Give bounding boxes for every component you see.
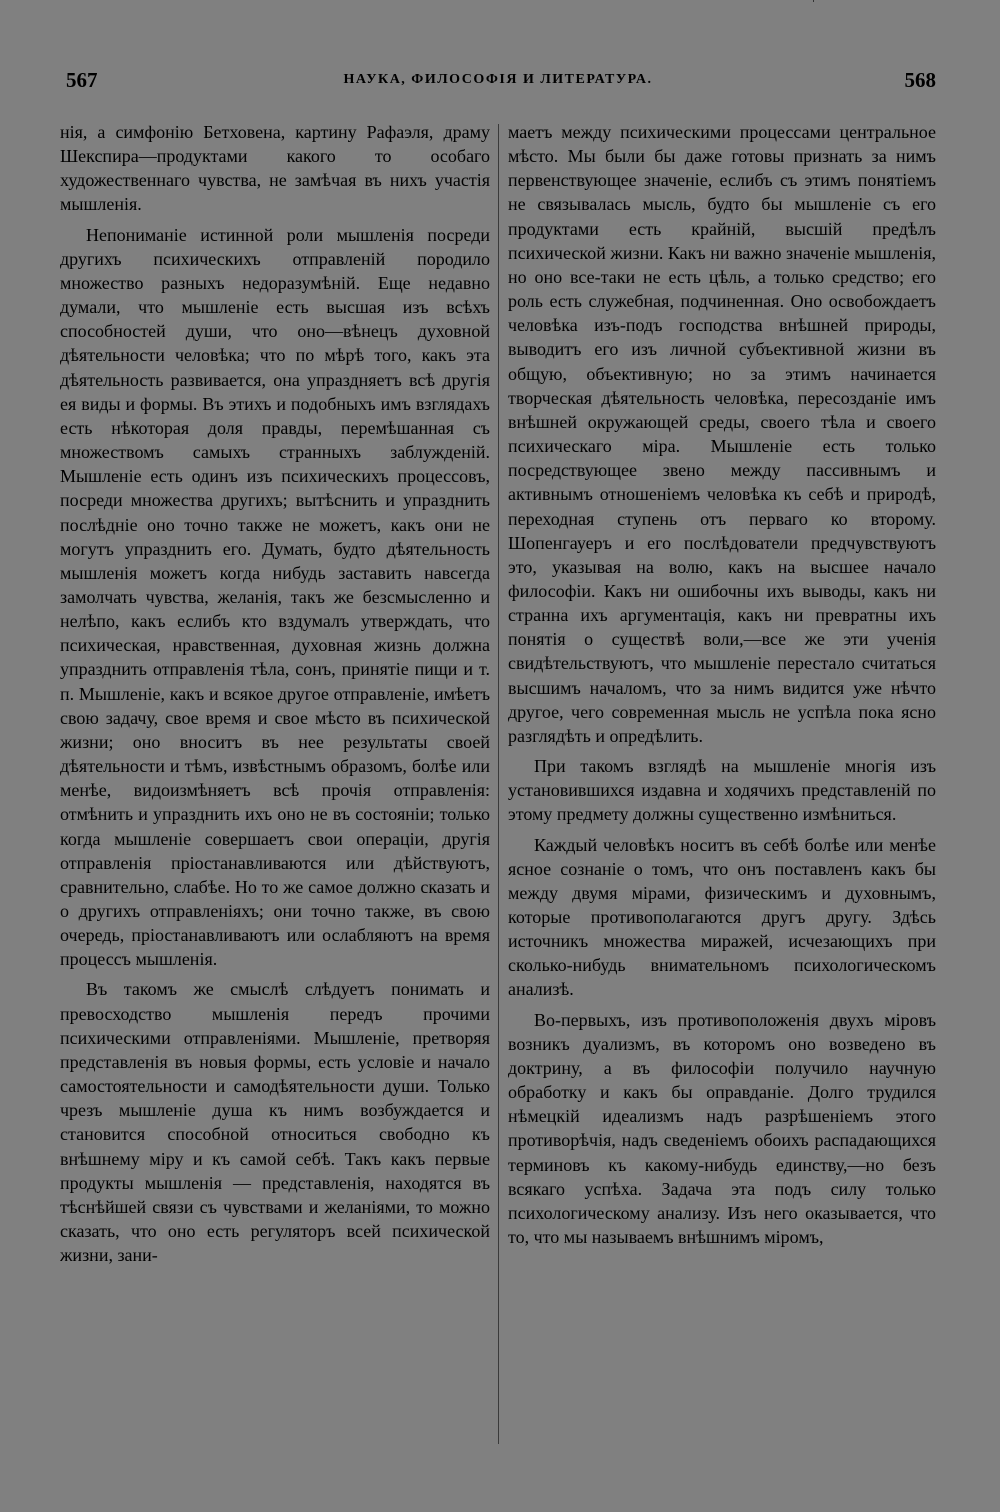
page-header bbox=[60, 68, 936, 102]
page-number-left: 567 bbox=[66, 68, 98, 92]
paragraph: маетъ между психическими процессами центральное мѣсто. Мы были бы даже готовы признать за нимъ первенствующее значеніе, еслибъ съ этимъ понятіемъ не связывалась мысль, будто бы мышленіе съ его продуктами есть крайній, высшій предѣлъ психической жизни. Какъ ни важно значеніе мышленія, но оно все-таки не есть цѣль, а только средство; его роль есть служебная, подчиненная. Оно освобождаетъ человѣка изъ-подъ господства внѣшней природы, выводитъ его изъ личной субъективной жизни въ общую, объективную; но за этимъ начинается творческая дѣятельность человѣка, пересозданіе имъ внѣшней окружающей среды, своего тѣла и своего психическаго міра. Мышленіе есть только посредствующее звено между пассивнымъ и активнымъ отношеніемъ человѣка къ себѣ и природѣ, переходная ступень отъ перваго ко второму. Шопенгауеръ и его послѣдователи предчувствуютъ это, указывая на волю, какъ на высшее начало философіи. Какъ ни ошибочны ихъ выводы, какъ ни странна ихъ аргументація, какъ ни превратны ихъ понятія о существѣ воли,—все же эти ученія свидѣтельствуютъ, что мышленіе перестало считаться высшимъ началомъ, что за нимъ видится уже нѣчто другое, чего современная мысль не успѣла пока ясно разглядѣть и опредѣлить. bbox=[508, 122, 936, 746]
paragraph: При такомъ взглядѣ на мышленіе многія изъ установившихся издавна и ходячихъ представленій по этому предмету должны существенно измѣниться. bbox=[508, 756, 936, 825]
running-title: НАУКА, ФИЛОСОФІЯ И ЛИТЕРАТУРА. bbox=[343, 72, 653, 87]
left-column bbox=[60, 120, 490, 1450]
paragraph: Каждый человѣкъ носитъ въ себѣ болѣе или менѣе ясное сознаніе о томъ, что онъ поставленъ какъ бы между двумя мірами, физическимъ и духовнымъ, которые противополагаются другъ другу. Здѣсь источникъ множества миражей, исчезающихъ при сколько-нибудь внимательномъ психологическомъ анализѣ. bbox=[508, 834, 936, 1000]
page-number-right: 568 bbox=[904, 68, 936, 92]
right-column bbox=[508, 120, 936, 1450]
paragraph: Во-первыхъ, изъ противоположенія двухъ міровъ возникъ дуализмъ, въ которомъ оно возведено въ доктрину, а въ философіи получило научную обработку и какъ бы оправданіе. Долго трудился нѣмецкій идеализмъ надъ разрѣшеніемъ этого противорѣчія, надъ сведеніемъ обоихъ распадающихся терминовъ къ какому-нибудь единству,—но безъ всякаго успѣха. Задача эта подъ силу только психологическому анализу. Изъ него оказывается, что то, что мы называемъ внѣшнимъ міромъ, bbox=[508, 1009, 936, 1248]
scan-mark bbox=[813, 0, 822, 2]
paragraph: Въ такомъ же смыслѣ слѣдуетъ понимать и превосходство мышленія передъ прочими психическими отправленіями. Мышленіе, претворяя представленія въ новыя формы, есть условіе и начало самостоятельности и самодѣятельности души. Только чрезъ мышленіе душа къ нимъ возбуждается и становится способной относиться свободно къ внѣшнему міру и къ самой себѣ. Такъ какъ первые продукты мышленія — представленія, находятся въ тѣснѣйшей связи съ чувствами и желаніями, то можно сказать, что оно есть регуляторъ всей психической жизни, зани- bbox=[60, 979, 490, 1266]
paragraph: нія, а симфонію Бетховена, картину Рафаэля, драму Шекспира—продуктами какого то особаго художественнаго чувства, не замѣчая въ нихъ участія мышленія. bbox=[60, 122, 490, 215]
paragraph: Непониманіе истинной роли мышленія посреди другихъ психическихъ отправленій породило множество разныхъ недоразумѣній. Еще недавно думали, что мышленіе есть высшая изъ всѣхъ способностей души, что оно—вѣнецъ духовной дѣятельности человѣка; что по мѣрѣ того, какъ эта дѣятельность развивается, она упраздняетъ всѣ другія ея виды и формы. Въ этихъ и подобныхъ имъ взглядахъ есть нѣкоторая доля правды, перемѣшанная съ множествомъ самыхъ странныхъ заблужденій. Мышленіе есть одинъ изъ психическихъ процессовъ, посреди множества другихъ; вытѣснить и упразднить послѣдніе оно точно также не можетъ, какъ они не могутъ упразднить его. Думать, будто дѣятельность мышленія можетъ когда нибудь заставить навсегда замолчать чувства, желанія, такъ же безсмысленно и нелѣпо, какъ еслибъ кто вздумалъ утверждать, что психическая, нравственная, духовная жизнь должна упразднить отправленія тѣла, сонъ, принятіе пищи и т. п. Мышленіе, какъ и всякое другое отправленіе, имѣетъ свою задачу, свое время и свое мѣсто въ психической жизни; оно вноситъ въ нее результаты своей дѣятельности и тѣмъ, извѣстнымъ образомъ, болѣе или менѣе, видоизмѣняетъ всѣ прочія отправленія: отмѣнить и упразднить ихъ оно не въ состояніи; только когда мышленіе совершаетъ свои операціи, другія отправленія пріостанавливаются или дѣйствуютъ, сравнительно, слабѣе. Но то же самое должно сказать и о другихъ отправленіяхъ; они точно также, въ свою очередь, пріостанавливаютъ или ослабляютъ на время процессъ мышленія. bbox=[60, 224, 490, 970]
column-divider bbox=[498, 124, 499, 1444]
